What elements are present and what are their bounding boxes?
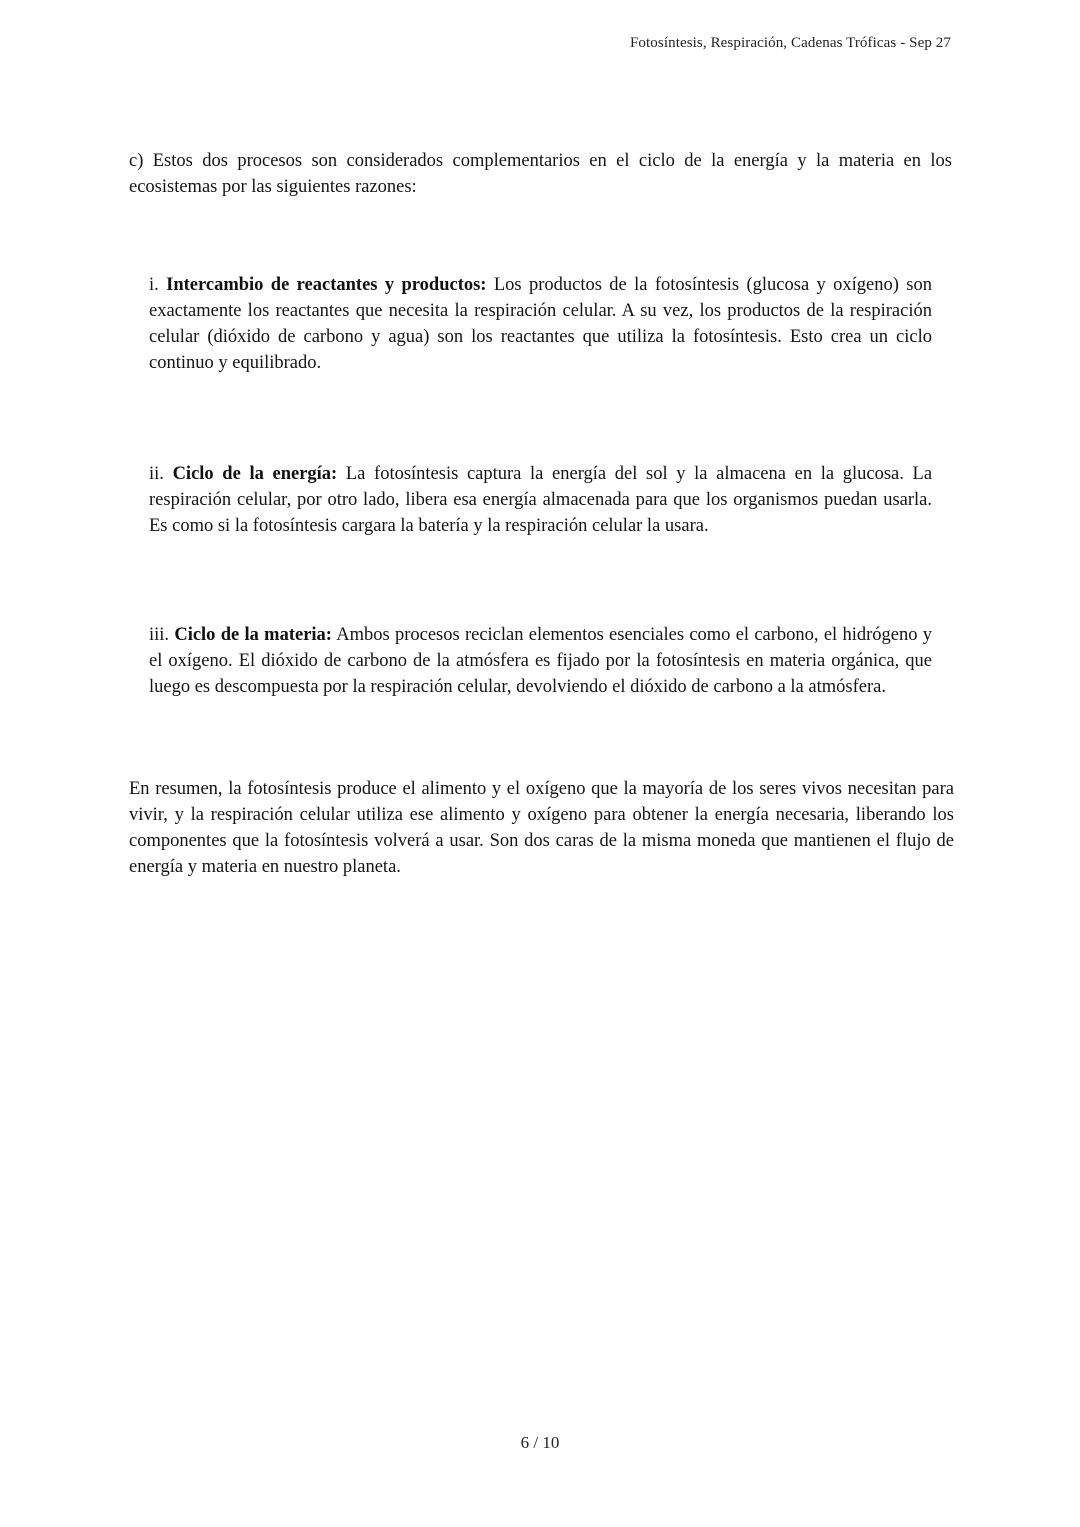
page-header-title: Fotosíntesis, Respiración, Cadenas Tróficas - Sep 27: [629, 35, 951, 51]
reason-title: Ciclo de la energía:: [172, 464, 338, 484]
summary-paragraph: En resumen, la fotosíntesis produce el alimento y el oxígeno que la mayoría de los seres vivos necesitan para vivir, y la respiración celular utiliza ese alimento y oxígeno para obtener la energía necesaria, liberando los componentes que la fotosíntesis volverá a usar. Son dos caras de la misma moneda que mantienen el flujo de energía y materia en nuestro planeta.: [129, 779, 954, 877]
reason-title: Ciclo de la materia:: [174, 625, 332, 645]
intro-paragraph: c) Estos dos procesos son considerados complementarios en el ciclo de la energía y la materia en los ecosistemas por las siguientes razones:: [129, 151, 952, 197]
reason-text: Ambos procesos reciclan elementos esenciales como el carbono, el hidrógeno y el oxígeno. El dióxido de carbono de la atmósfera es fijado por la fotosíntesis en materia orgánica, que luego es descompuesta por la respiración celular, devolviendo el dióxido de carbono a la atmósfera.: [149, 625, 932, 697]
reason-text: Los productos de la fotosíntesis (glucosa y oxígeno) son exactamente los reactantes que necesita la respiración celular. A su vez, los productos de la respiración celular (dióxido de carbono y agua) son los reactantes que utiliza la fotosíntesis. Esto crea un ciclo continuo y equilibrado.: [149, 275, 933, 373]
page-number: 6 / 10: [520, 1433, 560, 1452]
reason-item-3: [149, 622, 932, 700]
reason-marker: iii.: [149, 625, 170, 645]
reason-item-2: [149, 461, 932, 539]
reason-item-1: [149, 272, 932, 376]
reason-title: Intercambio de reactantes y productos:: [166, 275, 487, 295]
reason-marker: ii.: [149, 464, 164, 484]
reason-marker: i.: [149, 275, 159, 295]
reason-text: La fotosíntesis captura la energía del sol y la almacena en la glucosa. La respiración celular, por otro lado, libera esa energía almacenada para que los organismos puedan usarla. Es como si la fotosíntesis cargara la batería y la respiración celular la usara.: [149, 464, 933, 536]
